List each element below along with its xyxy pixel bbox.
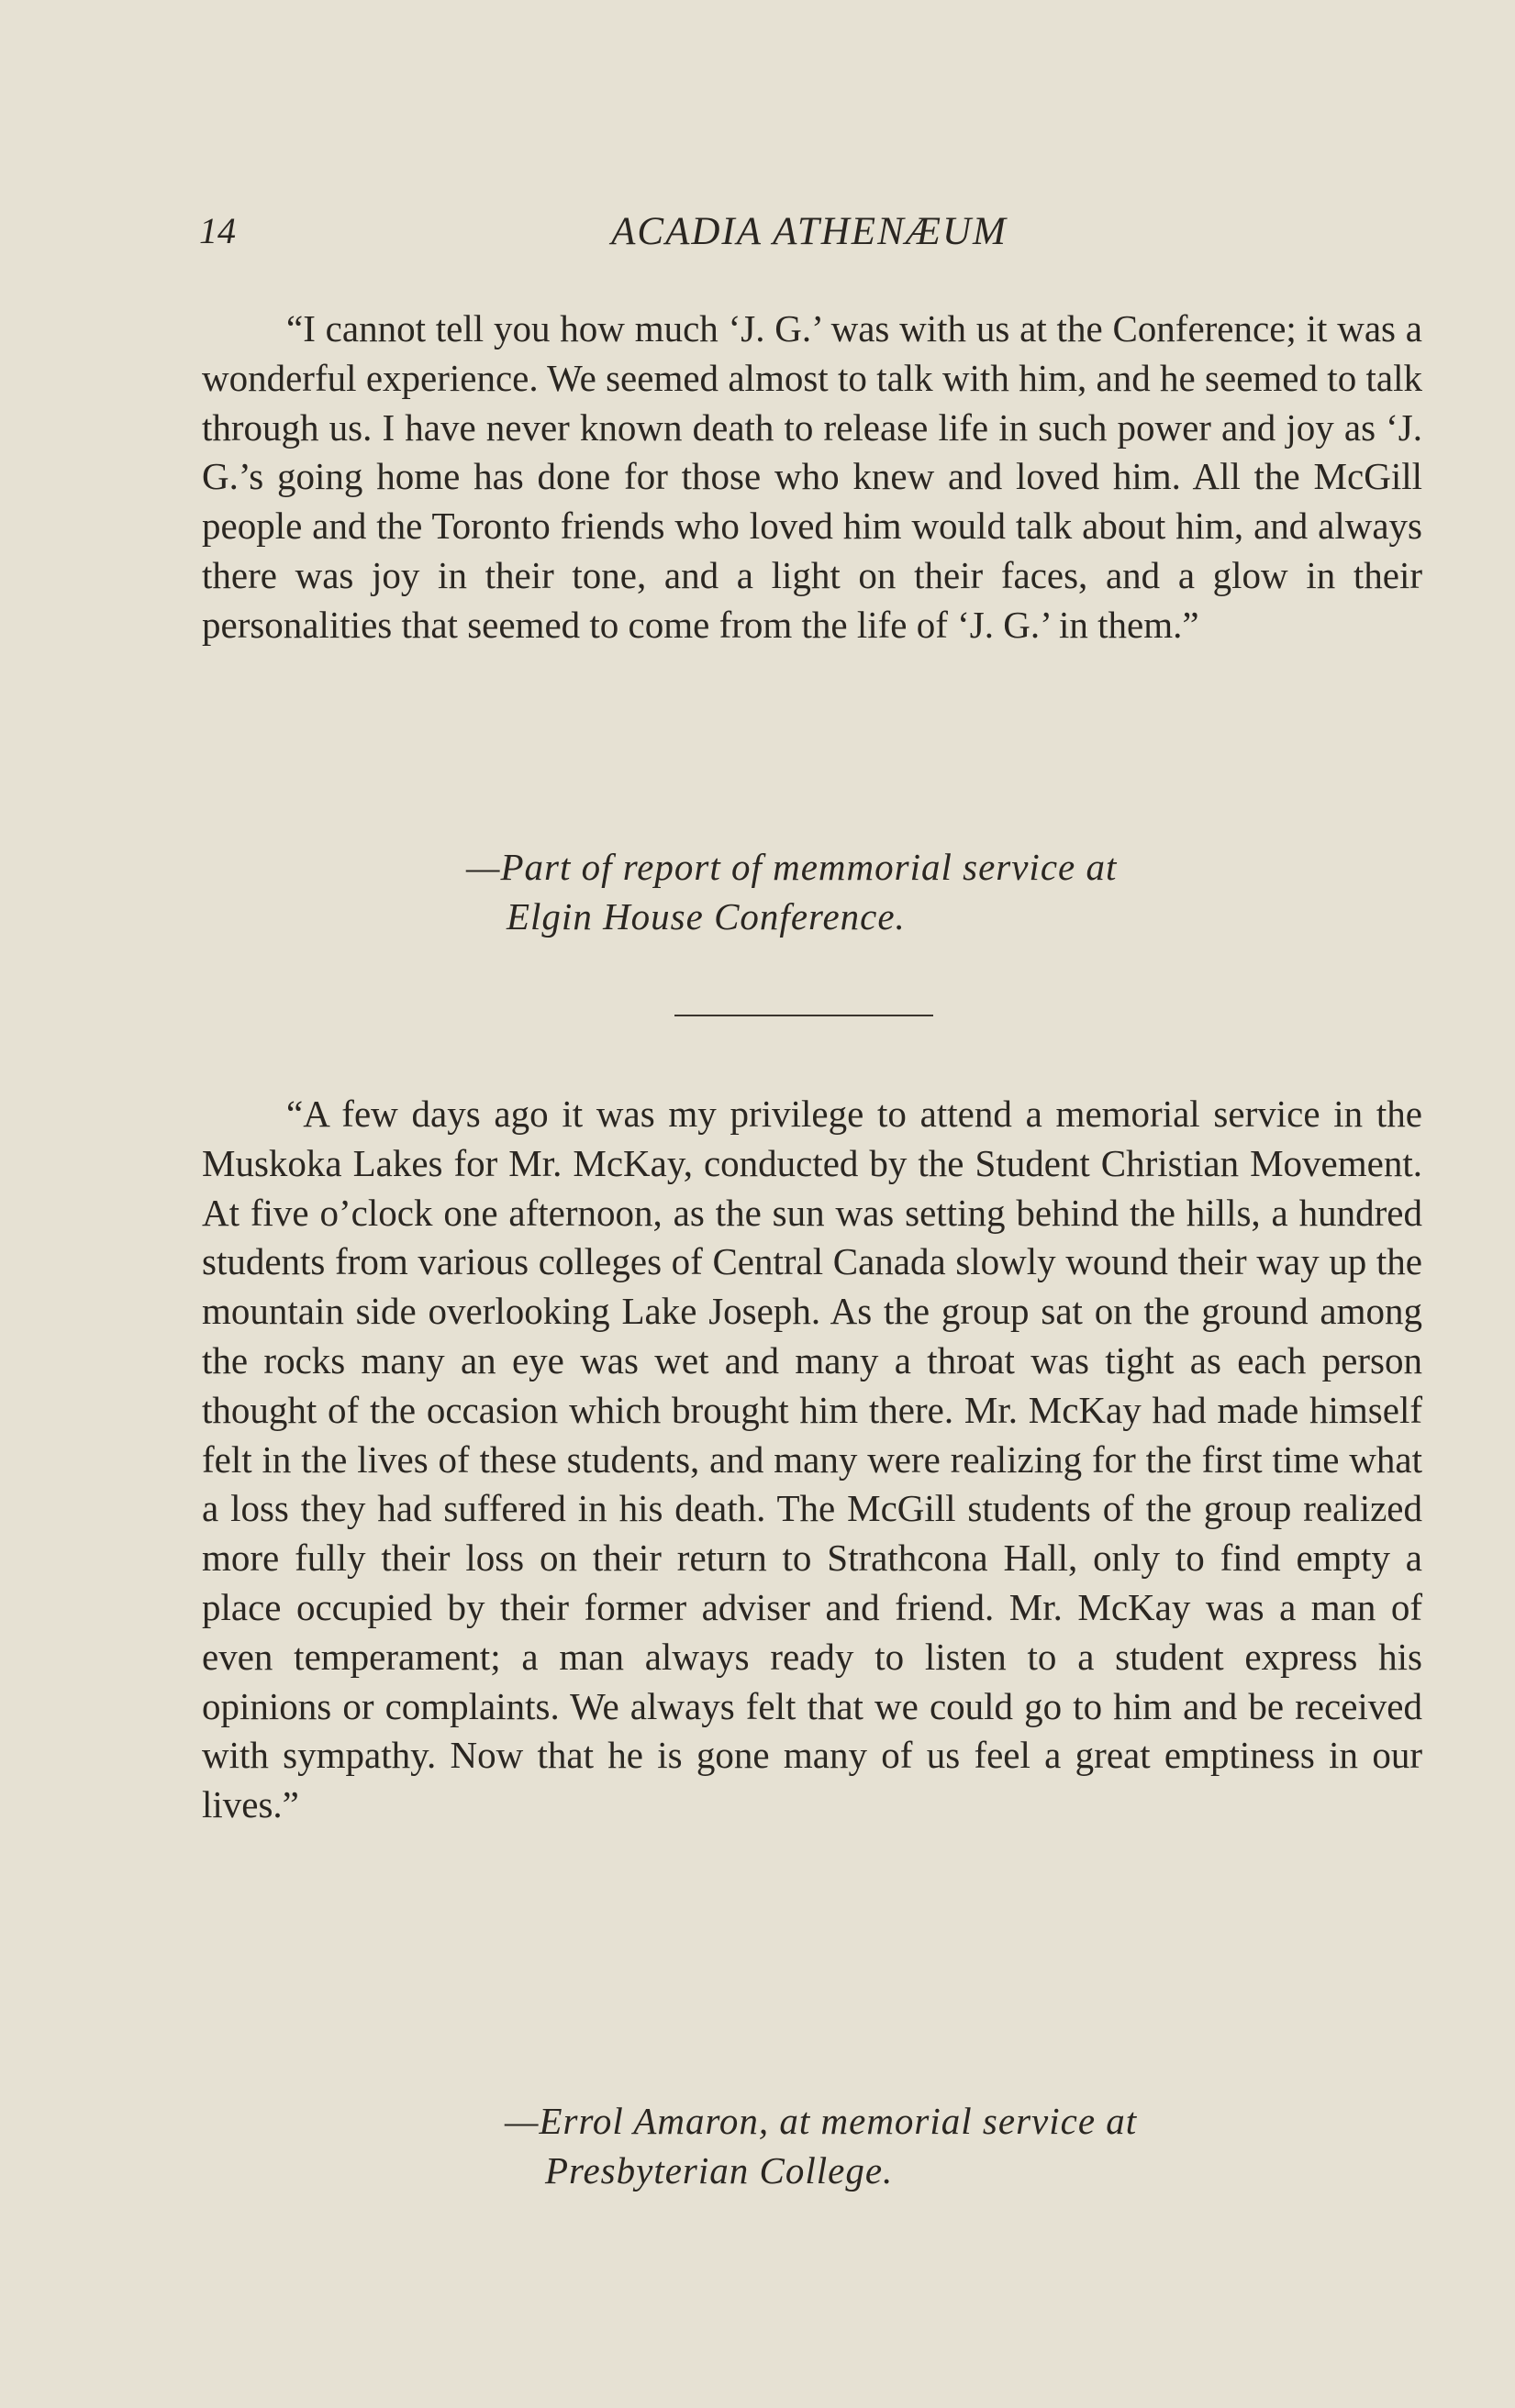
section-divider [674,1015,933,1016]
attribution-line: Presbyterian College. [545,2149,894,2192]
quote-paragraph: “I cannot tell you how much ‘J. G.’ was with us at the Conference; it was a wonderful experience. We seemed almost to talk with him, and he seemed to talk through us. I have never known death to release life in such power and joy as ‘J. G.’s going home has done for those who knew and loved him. All the McGill people and the Toronto friends who loved him would talk about him, and always there was joy in their tone, and a light on their faces, and a glow in their personalities that seemed to come from the life of ‘J. G.’ in them.” [202,307,1422,646]
quote-paragraph: “A few days ago it was my privilege to attend a memorial service in the Muskoka Lakes for Mr. McKay, conducted by the Student Christian Movement. At five o’clock one afternoon, as the sun was setting behind the hills, a hundred students from various colleges of Central Canada slowly wound their way up the mountain side overlooking Lake Joseph. As the group sat on the ground among the rocks many an eye was wet and many a throat was tight as each person thought of the occasion which brought him there. Mr. McKay had made himself felt in the lives of these students, and many were realizing for the first time what a loss they had suffered in his death. The McGill students of the group realized more fully their loss on their return to Strathcona Hall, only to find empty a place occupied by their former adviser and friend. Mr. McKay was a man of even temperament; a man always ready to listen to a student express his opinions or complaints. We always felt that we could go to him and be received with sympathy. Now that he is gone many of us feel a great emptiness in our lives.” [202,1093,1422,1826]
attribution-line: Elgin House Conference. [507,895,906,938]
attribution-line: —Part of report of memmorial service at [466,846,1118,888]
attribution [466,842,1117,941]
attribution-line: —Errol Amaron, at memorial service at [505,2100,1138,2142]
attribution [505,2096,1137,2195]
page-number: 14 [199,210,236,251]
running-title: ACADIA ATHENÆUM [611,210,1008,253]
page-header [199,209,1420,257]
